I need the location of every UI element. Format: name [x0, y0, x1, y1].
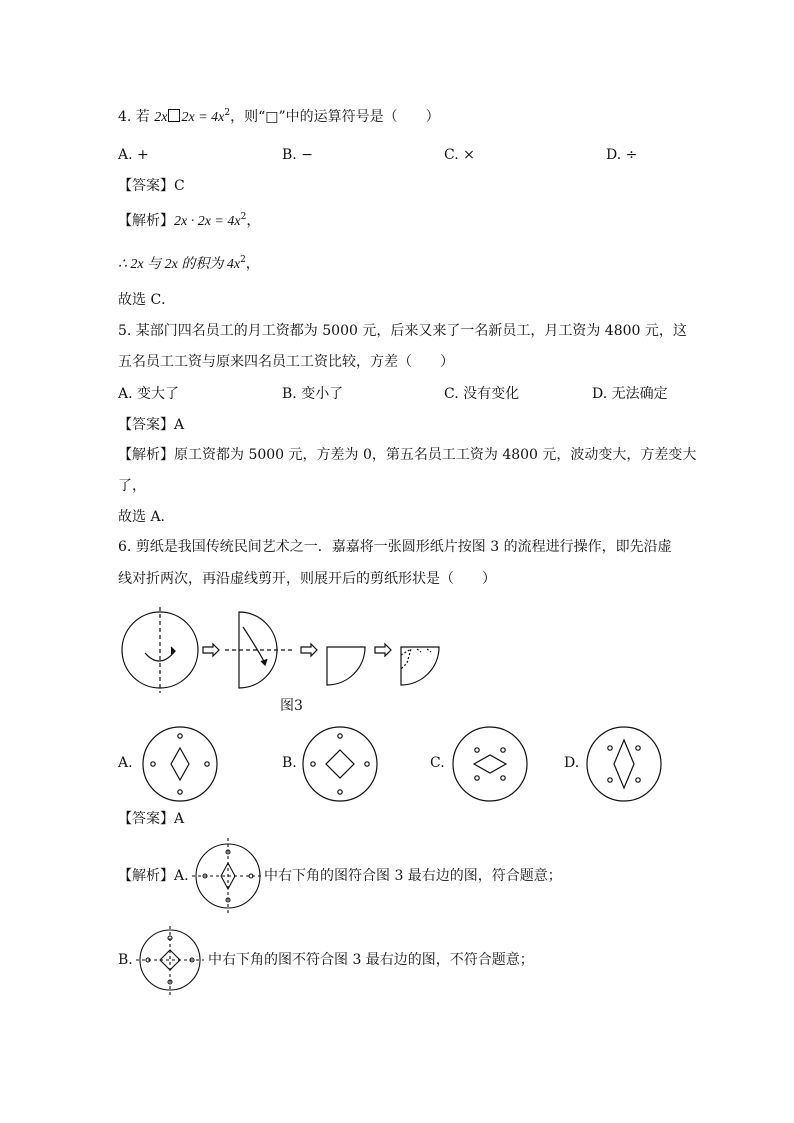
q5-stem-line1: 5. 某部门四名员工的月工资都为 5000 元，后来又来了一名新员工，月工资为 4800 元，这	[118, 323, 687, 339]
blank-box-icon	[168, 109, 180, 122]
q4-expr-exp: 2	[224, 108, 231, 118]
q4-answer: 【答案】C	[118, 178, 185, 194]
q5-option-d: D. 无法确定	[592, 386, 668, 402]
q6-option-a-label: A.	[118, 755, 133, 771]
quarter-circle-step	[327, 647, 365, 685]
analysis-a-figure	[192, 836, 264, 918]
q6-analysis-a-prefix: 【解析】A.	[118, 868, 189, 884]
half-circle-step	[225, 612, 295, 688]
q4-therefore-exp: 2	[240, 255, 246, 265]
q6-option-c-label: C.	[430, 755, 445, 771]
option-a-figure	[140, 724, 220, 804]
figure-caption: 图3	[280, 698, 303, 714]
q6-option-d-label: D.	[564, 755, 580, 771]
folding-process-figure	[115, 605, 450, 695]
q4-stem	[118, 107, 440, 128]
q4-therefore	[118, 254, 260, 275]
process-arrow-icon	[375, 644, 391, 656]
q4-option-c: C. ×	[444, 147, 475, 163]
q5-choose: 故选 A．	[118, 509, 175, 525]
q6-analysis-a-suffix: 中右下角的图符合图 3 最右边的图，符合题意；	[264, 868, 562, 884]
quarter-cut-step	[401, 647, 439, 685]
q4-analysis-label: 【解析】	[118, 213, 174, 229]
full-circle-step	[122, 607, 198, 693]
q4-therefore-tail: ，	[245, 256, 260, 272]
q4-option-b: B. −	[282, 147, 313, 163]
process-arrow-icon	[301, 644, 317, 656]
q5-answer: 【答案】A	[118, 417, 185, 433]
q6-stem-line1: 6. 剪纸是我国传统民间艺术之一．嘉嘉将一张圆形纸片按图 3 的流程进行操作，即先沿虚	[118, 539, 672, 555]
option-b-figure	[300, 724, 380, 804]
q4-analysis	[118, 211, 260, 232]
q6-analysis-b-suffix: 中右下角的图不符合图 3 最右边的图，不符合题意；	[208, 952, 534, 968]
q6-analysis-b-prefix: B.	[118, 952, 133, 968]
q5-option-c: C. 没有变化	[444, 386, 520, 402]
q6-answer: 【答案】A	[118, 811, 185, 827]
q4-therefore-text: ∴ 2x 与 2x 的积为 4x	[118, 257, 241, 272]
q4-analysis-expr: 2x · 2x = 4x	[174, 214, 241, 229]
q4-option-d: D. ÷	[606, 147, 638, 163]
q5-option-a: A. 变大了	[118, 386, 180, 402]
q5-analysis-line2: 了，	[118, 478, 146, 494]
q4-expr-b: 2x = 4x	[181, 110, 225, 125]
q6-stem-line2: 线对折两次，再沿虚线剪开，则展开后的剪纸形状是（ ）	[118, 571, 496, 587]
analysis-b-figure	[134, 924, 206, 998]
option-d-figure	[584, 724, 664, 804]
q5-option-b: B. 变小了	[282, 386, 344, 402]
q4-option-a: A. +	[118, 147, 149, 163]
q4-analysis-tail: ，	[246, 213, 261, 229]
q5-analysis-line1: 【解析】原工资都为 5000 元，方差为 0，第五名员工工资为 4800 元，波动变大，方差变大	[118, 447, 697, 463]
option-c-figure	[450, 724, 530, 804]
q5-stem-line2: 五名员工工资与原来四名员工工资比较，方差（ ）	[118, 354, 454, 370]
q4-choose: 故选 C．	[118, 292, 176, 308]
q4-stem-suffix: ，则“□”中的运算符号是（ ）	[230, 109, 440, 125]
q4-stem-prefix: 4. 若	[118, 109, 150, 125]
q6-option-b-label: B.	[282, 755, 297, 771]
process-arrow-icon	[203, 644, 219, 656]
q4-analysis-exp: 2	[240, 212, 247, 222]
q4-expr-a: 2x	[154, 110, 168, 125]
